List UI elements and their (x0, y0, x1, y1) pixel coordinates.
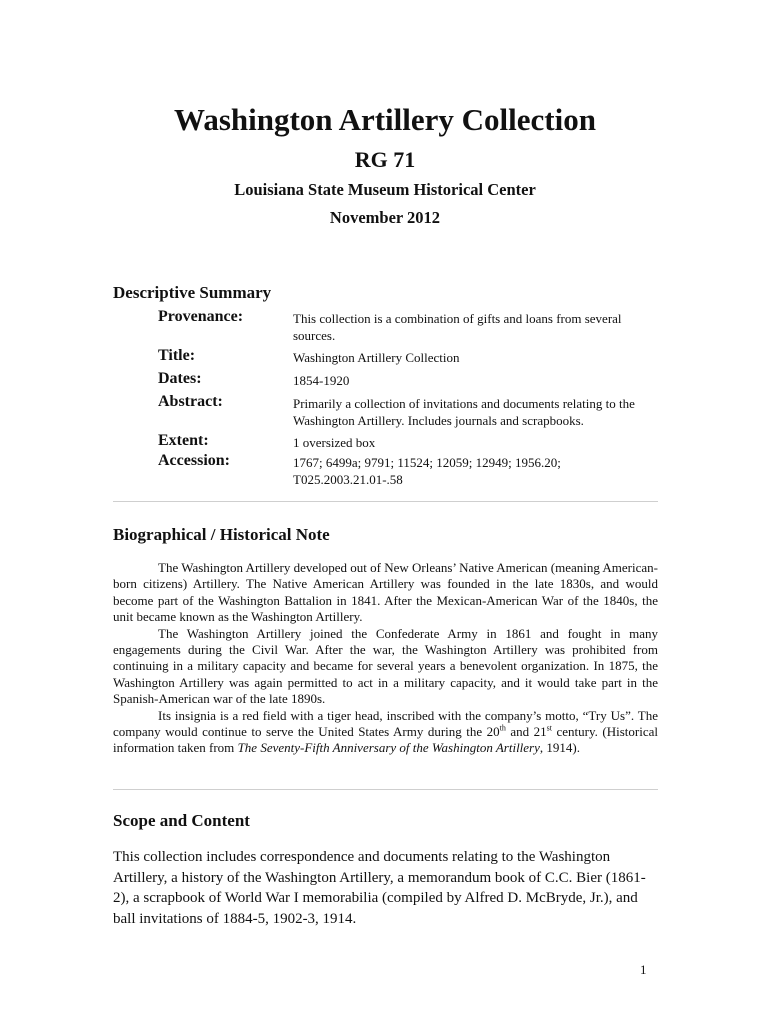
page-number: 1 (640, 962, 647, 977)
descriptive-summary-heading: Descriptive Summary (113, 283, 272, 302)
summary-label-abstract: Abstract: (158, 393, 223, 410)
document-title: Washington Artillery Collection (174, 102, 596, 137)
bio-paragraph: The Washington Artillery developed out of New Orleans’ Native American (meaning American-born citizens) Artillery. The Native American Artillery was founded in the late 1830s, and would become part of the Washington Battalion in 1841. After the Mexican-American War of the 1840s, the unit became known as the Washington Artillery. (113, 560, 658, 625)
summary-label-dates: Dates: (158, 370, 202, 387)
summary-label-accession: Accession: (158, 452, 230, 469)
scope-content-body: This collection includes correspondence and documents relating to the Washington Artillery, a history of the Washington Artillery, a memorandum book of C.C. Bier (1861-2), a scrapbook of World War I memorabilia (compiled by Alfred D. McBryde, Jr.), and ball invitations of 1884-5, 1902-3, 1914. (113, 849, 646, 927)
summary-label-title: Title: (158, 347, 196, 364)
document-date: November 2012 (329, 208, 441, 227)
biographical-note-body (113, 560, 658, 757)
summary-value-abstract: Primarily a collection of invitations and documents relating to the Washington Artillery. Includes journals and scrapbooks. (293, 396, 635, 428)
summary-value-extent: 1 oversized box (293, 435, 376, 450)
summary-label-extent: Extent: (158, 432, 209, 449)
scope-content-heading: Scope and Content (113, 811, 250, 830)
source-title: The Seventy-Fifth Anniversary of the Washington Artillery (237, 740, 540, 756)
bio-paragraph: Its insignia is a red field with a tiger head, inscribed with the company’s motto, “Try Us”. The company would continue to serve the United States Army during the 20th and 21st century. (Historical information taken from The Seventy-Fifth Anniversary of the Washington Artillery, 1914). (113, 707, 658, 756)
biographical-note-heading: Biographical / Historical Note (113, 525, 330, 544)
organization-name: Louisiana State Museum Historical Center (234, 180, 536, 199)
section-divider (113, 789, 658, 790)
summary-label-provenance: Provenance: (158, 308, 244, 325)
record-group: RG 71 (354, 147, 416, 172)
summary-value-provenance: This collection is a combination of gifts and loans from several sources. (293, 311, 622, 343)
bio-paragraph: The Washington Artillery joined the Confederate Army in 1861 and fought in many engagements during the Civil War. After the war, the Washington Artillery was prohibited from continuing in a military capacity and became for several years a benevolent organization. In 1875, the Washington Artillery was again permitted to act in a military capacity, and it would take part in the Spanish-American war of the late 1890s. (113, 625, 658, 707)
section-divider (113, 501, 658, 502)
summary-value-dates: 1854-1920 (293, 373, 350, 388)
summary-value-title: Washington Artillery Collection (293, 350, 460, 365)
summary-value-accession: 1767; 6499a; 9791; 11524; 12059; 12949; 1956.20; T025.2003.21.01-.58 (293, 455, 561, 487)
